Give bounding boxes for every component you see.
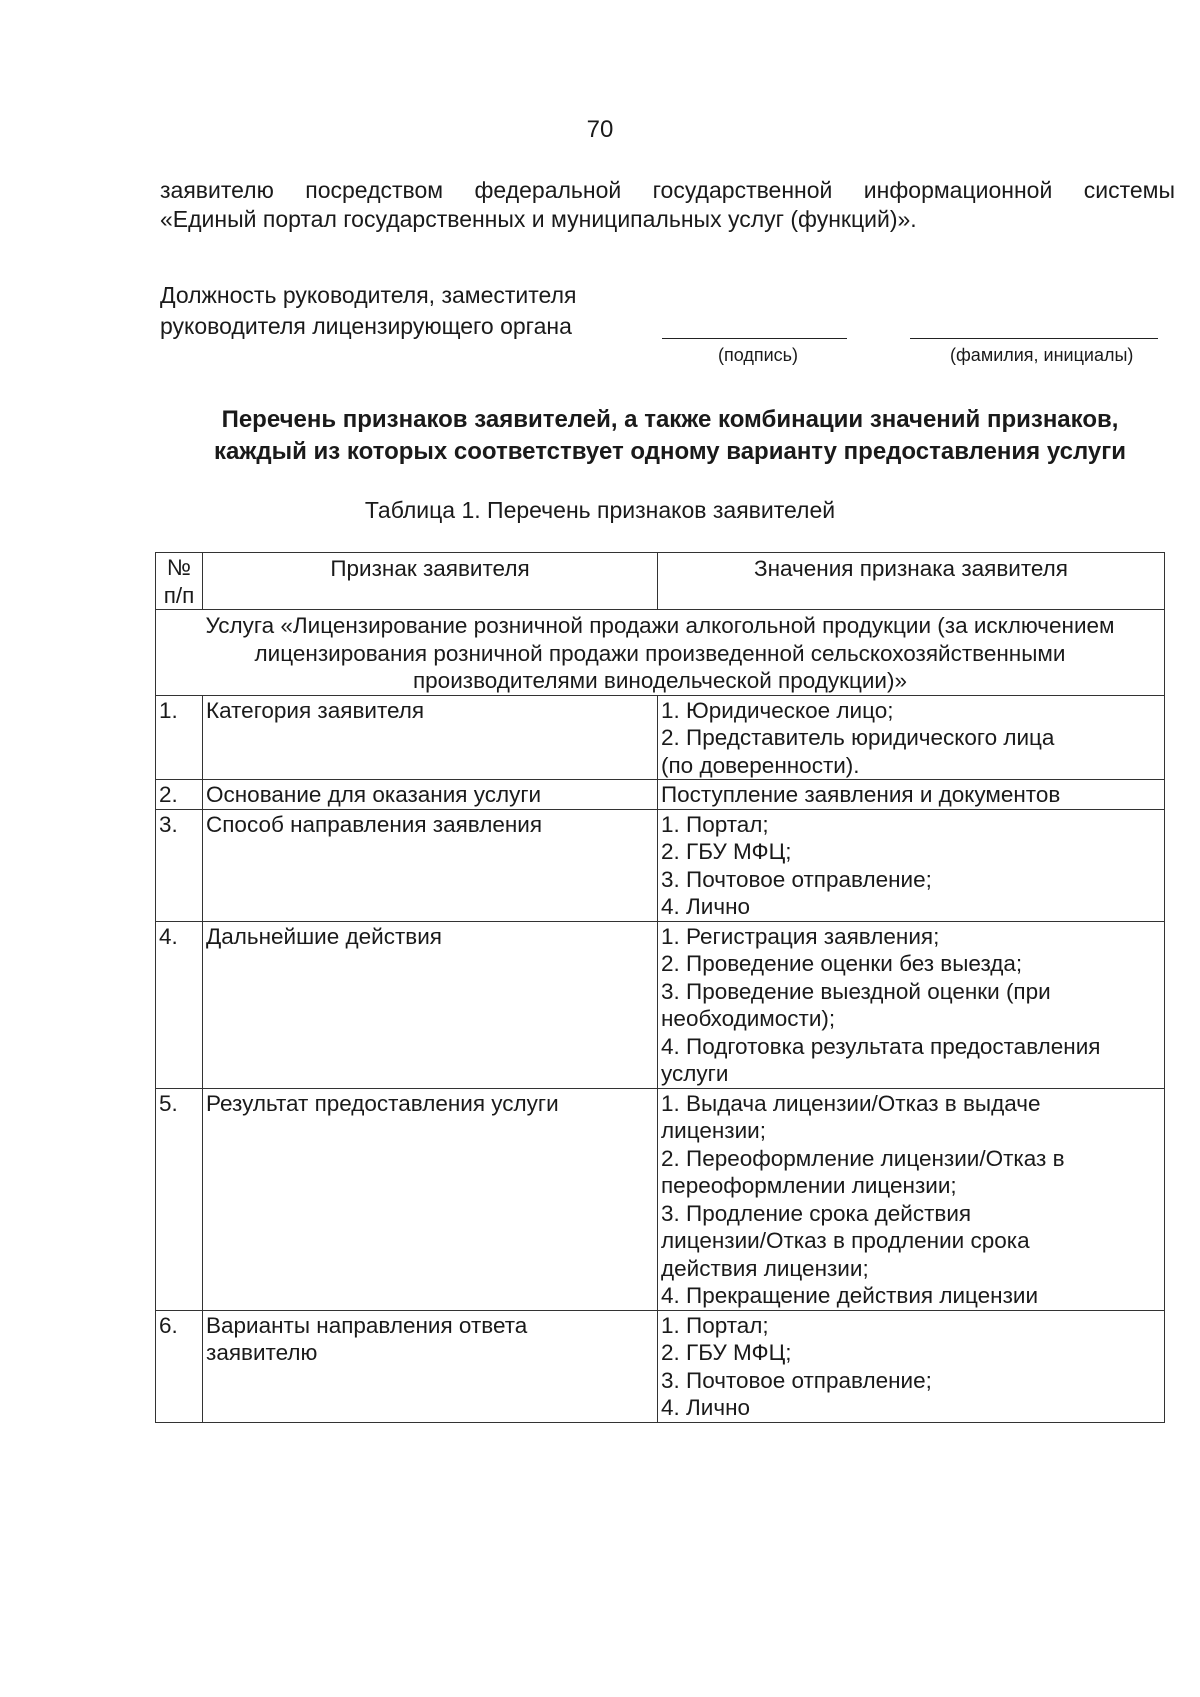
name-line <box>910 338 1158 339</box>
row-values <box>658 780 1165 810</box>
heading-line: каждый из которых соответствует одному варианту предоставления услуги <box>214 438 1126 465</box>
value-line: действия лицензии; <box>661 1255 869 1281</box>
service-row <box>156 610 1165 696</box>
signature-label: (подпись) <box>718 345 799 365</box>
section-heading <box>140 404 1200 468</box>
attribute-line: Дальнейшие действия <box>206 923 442 949</box>
table-body <box>156 695 1165 1422</box>
table-row <box>156 780 1165 810</box>
row-values <box>658 695 1165 780</box>
value-line: 1. Юридическое лицо; <box>661 697 894 723</box>
header-num-cell <box>156 553 203 610</box>
value-line: 2. ГБУ МФЦ; <box>661 839 792 864</box>
table-caption: Таблица 1. Перечень признаков заявителей <box>364 497 836 523</box>
table-row <box>156 1088 1165 1310</box>
header-num-sub: п/п <box>163 582 195 608</box>
row-attribute <box>203 1088 658 1310</box>
value-line: услуги <box>661 1061 729 1086</box>
heading-line: Перечень признаков заявителей, а также комбинации значений признаков, <box>221 406 1119 433</box>
row-number: 6. <box>156 1310 203 1422</box>
value-line: 1. Выдача лицензии/Отказ в выдаче <box>661 1090 1041 1116</box>
signature-line <box>662 338 847 339</box>
value-line: Поступление заявления и документов <box>661 782 1061 807</box>
row-number: 4. <box>156 921 203 1088</box>
attribute-line: Способ направления заявления <box>206 811 543 837</box>
row-attribute <box>203 1310 658 1422</box>
service-title-cell <box>156 610 1165 696</box>
value-line: 2. Переоформление лицензии/Отказ в <box>661 1145 1065 1171</box>
official-position <box>160 280 576 342</box>
row-values <box>658 809 1165 921</box>
page-number: 70 <box>586 116 614 143</box>
value-line: 3. Продление срока действия <box>661 1200 972 1226</box>
value-line: 1. Регистрация заявления; <box>661 923 940 949</box>
attribute-line: Результат предоставления услуги <box>206 1090 559 1116</box>
attribute-line: Основание для оказания услуги <box>206 782 542 807</box>
row-number: 1. <box>156 695 203 780</box>
table-row <box>156 695 1165 780</box>
value-line: 4. Прекращение действия лицензии <box>661 1283 1039 1308</box>
value-line: 2. ГБУ МФЦ; <box>661 1340 792 1365</box>
value-line: переоформлении лицензии; <box>661 1173 957 1198</box>
table-row <box>156 809 1165 921</box>
table-row <box>156 1310 1165 1422</box>
value-line: 1. Портал; <box>661 811 769 837</box>
position-line: Должность руководителя, заместителя <box>160 282 577 308</box>
intro-line: заявителю посредством федеральной государственной информационной системы <box>160 177 1175 203</box>
row-attribute <box>203 695 658 780</box>
row-number: 2. <box>156 780 203 810</box>
row-attribute <box>203 809 658 921</box>
value-line: 3. Почтовое отправление; <box>661 866 932 892</box>
attribute-line: Варианты направления ответа <box>206 1312 528 1338</box>
header-values: Значения признака заявителя <box>658 553 1165 610</box>
value-line: необходимости); <box>661 1006 836 1031</box>
value-line: лицензии/Отказ в продлении срока <box>661 1228 1030 1253</box>
value-line: 3. Проведение выездной оценки (при <box>661 978 1051 1004</box>
intro-line: «Единый портал государственных и муниципальных услуг (функций)». <box>160 206 917 232</box>
attribute-line: Категория заявителя <box>206 697 425 723</box>
value-line: 2. Проведение оценки без выезда; <box>661 951 1023 976</box>
row-attribute <box>203 780 658 810</box>
table-header-row <box>156 553 1165 610</box>
service-line: лицензирования розничной продажи произведенной сельскохозяйственными <box>254 640 1066 666</box>
name-label: (фамилия, инициалы) <box>950 345 1134 365</box>
applicant-attributes-table <box>155 552 1165 1423</box>
value-line: 1. Портал; <box>661 1312 769 1338</box>
value-line: 4. Лично <box>661 894 751 919</box>
table-row <box>156 921 1165 1088</box>
value-line: (по доверенности). <box>661 752 860 778</box>
header-num: № <box>166 555 192 580</box>
value-line: 3. Почтовое отправление; <box>661 1367 932 1393</box>
service-line: производителями винодельческой продукции)» <box>412 668 908 693</box>
value-line: лицензии; <box>661 1118 766 1143</box>
row-number: 3. <box>156 809 203 921</box>
header-attribute: Признак заявителя <box>203 553 658 610</box>
value-line: 4. Подготовка результата предоставления <box>661 1033 1101 1059</box>
row-values <box>658 1088 1165 1310</box>
position-line: руководителя лицензирующего органа <box>160 313 572 339</box>
row-values <box>658 921 1165 1088</box>
row-values <box>658 1310 1165 1422</box>
attribute-line: заявителю <box>206 1340 318 1365</box>
value-line: 4. Лично <box>661 1395 751 1420</box>
row-attribute <box>203 921 658 1088</box>
row-number: 5. <box>156 1088 203 1310</box>
intro-paragraph <box>160 176 1175 234</box>
service-line: Услуга «Лицензирование розничной продажи алкогольной продукции (за исключением <box>205 613 1115 638</box>
value-line: 2. Представитель юридического лица <box>661 725 1055 750</box>
